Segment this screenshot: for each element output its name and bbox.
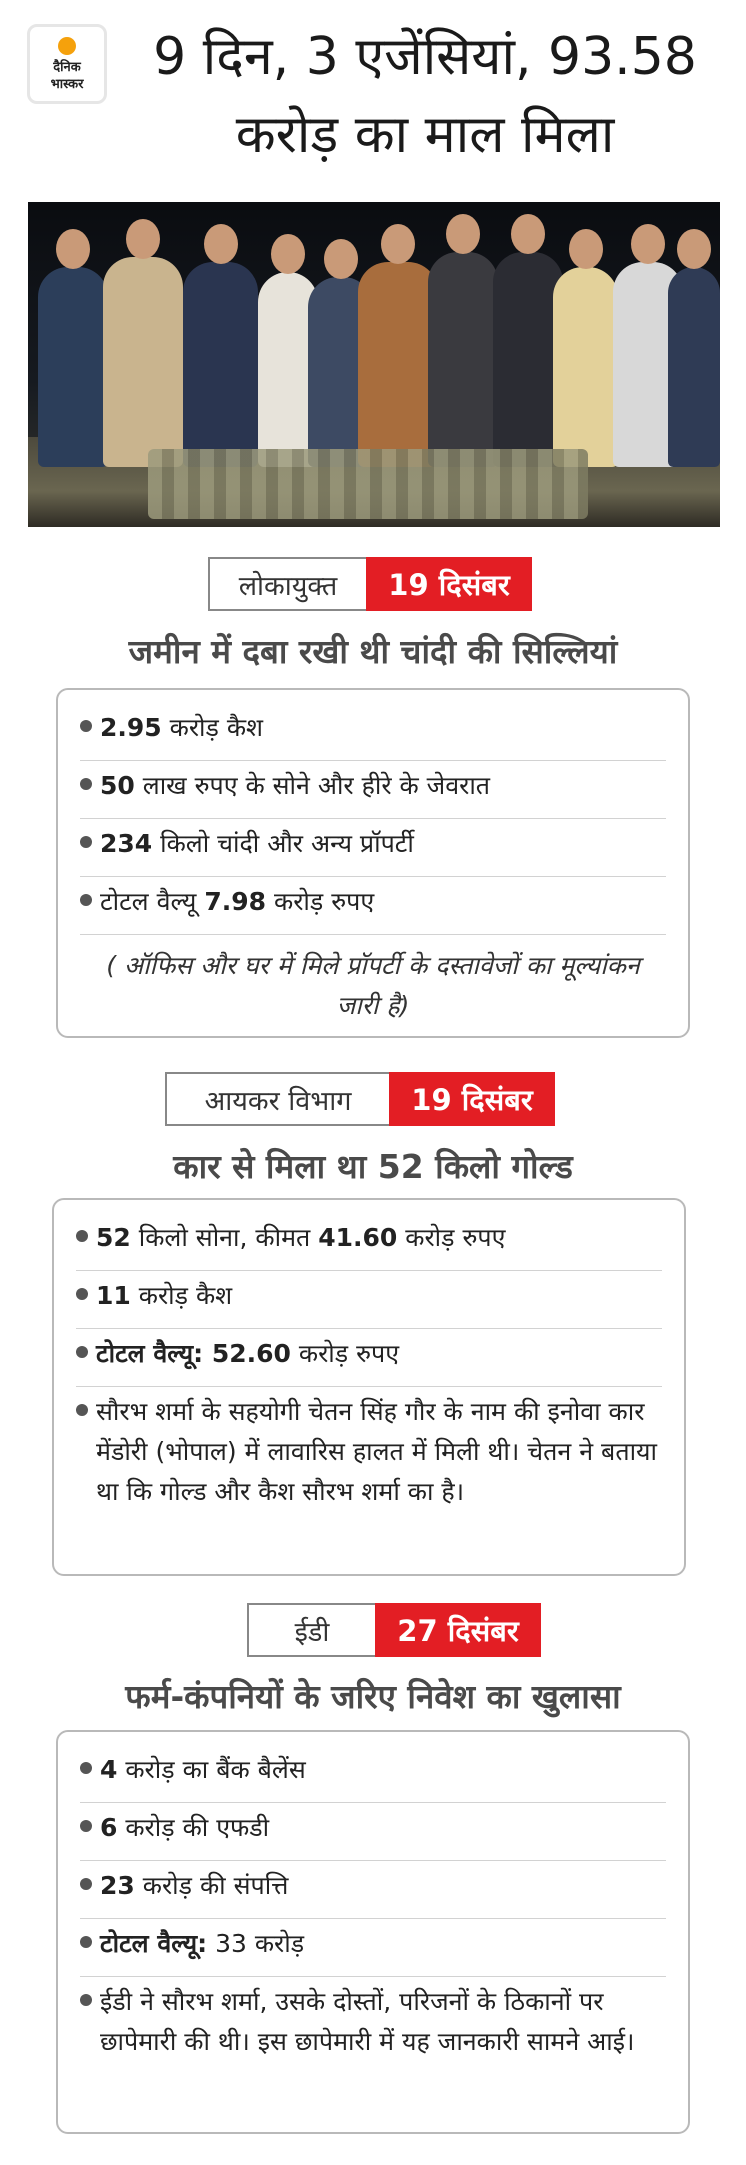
list-item: टोटल वैल्यू: 33 करोड़ xyxy=(80,1924,666,1964)
photo-person xyxy=(183,262,258,467)
section-title-lokayukta: जमीन में दबा रखी थी चांदी की सिल्लियां xyxy=(128,632,618,671)
divider xyxy=(80,760,666,761)
divider xyxy=(80,1860,666,1861)
divider xyxy=(76,1328,662,1329)
photo-person xyxy=(553,267,618,467)
bullet-icon xyxy=(76,1404,88,1416)
list-item: 11 करोड़ कैश xyxy=(76,1276,662,1316)
divider xyxy=(80,876,666,877)
section-label-lokayukta xyxy=(208,557,532,611)
divider xyxy=(80,1976,666,1977)
headline-line-2: करोड़ का माल मिला xyxy=(235,105,615,165)
headline-line-1: 9 दिन, 3 एजेंसियां, 93.58 xyxy=(153,27,697,87)
list-item: ईडी ने सौरभ शर्मा, उसके दोस्तों, परिजनों के ठिकानों पर छापेमारी की थी। इस छापेमारी में यह जानकारी सामने आई। xyxy=(80,1982,666,2062)
section-label-ed xyxy=(247,1603,541,1657)
bullet-icon xyxy=(80,836,92,848)
brand-logo[interactable] xyxy=(27,24,107,104)
agency-name: ईडी xyxy=(247,1603,375,1657)
agency-date: 19 दिसंबर xyxy=(389,1072,555,1126)
details-box-lokayukta xyxy=(56,688,690,1038)
photo-person xyxy=(103,257,183,467)
list-item: टोटल वैल्यू 7.98 करोड़ रुपए xyxy=(80,882,666,922)
details-box-income-tax xyxy=(52,1198,686,1576)
bullet-icon xyxy=(80,1936,92,1948)
photo-person xyxy=(38,267,108,467)
list-item: टोटल वैल्यू: 52.60 करोड़ रुपए xyxy=(76,1334,662,1374)
agency-name: आयकर विभाग xyxy=(165,1072,389,1126)
divider xyxy=(76,1270,662,1271)
divider xyxy=(80,1802,666,1803)
photo-person xyxy=(358,262,438,467)
divider xyxy=(80,818,666,819)
list-item: सौरभ शर्मा के सहयोगी चेतन सिंह गौर के नाम की इनोवा कार मेंडोरी (भोपाल) में लावारिस हालत में मिली थी। चेतन ने बताया था कि गोल्ड और कैश सौरभ शर्मा का है। xyxy=(76,1392,662,1512)
header xyxy=(0,0,746,195)
list-item: 2.95 करोड़ कैश xyxy=(80,708,666,748)
bullet-icon xyxy=(76,1346,88,1358)
headline xyxy=(110,18,740,174)
photo-cash-bundles xyxy=(148,449,588,519)
bullet-icon xyxy=(80,894,92,906)
divider xyxy=(80,934,666,935)
bullet-icon xyxy=(80,1994,92,2006)
bullet-icon xyxy=(80,1820,92,1832)
agency-date: 19 दिसंबर xyxy=(366,557,532,611)
bullet-icon xyxy=(80,1878,92,1890)
bullet-icon xyxy=(76,1288,88,1300)
section-title-income-tax: कार से मिला था 52 किलो गोल्ड xyxy=(173,1147,573,1186)
list-item: 52 किलो सोना, कीमत 41.60 करोड़ रुपए xyxy=(76,1218,662,1258)
logo-sun-icon xyxy=(58,37,76,55)
list-item: 50 लाख रुपए के सोने और हीरे के जेवरात xyxy=(80,766,666,806)
bullet-icon xyxy=(80,778,92,790)
details-box-ed xyxy=(56,1730,690,2134)
list-item: 6 करोड़ की एफडी xyxy=(80,1808,666,1848)
logo-text: दैनिक भास्कर xyxy=(50,60,84,92)
list-item: 234 किलो चांदी और अन्य प्रॉपर्टी xyxy=(80,824,666,864)
section-label-income-tax xyxy=(165,1072,555,1126)
raid-team-photo xyxy=(28,202,720,527)
section-title-ed: फर्म-कंपनियों के जरिए निवेश का खुलासा xyxy=(125,1677,621,1716)
divider xyxy=(80,1918,666,1919)
list-item: 23 करोड़ की संपत्ति xyxy=(80,1866,666,1906)
valuation-note: ( ऑफिस और घर में मिले प्रॉपर्टी के दस्तावेजों का मूल्यांकन जारी है) xyxy=(106,951,640,1020)
agency-name: लोकायुक्त xyxy=(208,557,366,611)
agency-date: 27 दिसंबर xyxy=(375,1603,541,1657)
list-item: 4 करोड़ का बैंक बैलेंस xyxy=(80,1750,666,1790)
bullet-icon xyxy=(80,1762,92,1774)
photo-person xyxy=(428,252,498,467)
photo-person xyxy=(668,267,720,467)
bullet-icon xyxy=(80,720,92,732)
bullet-icon xyxy=(76,1230,88,1242)
divider xyxy=(76,1386,662,1387)
